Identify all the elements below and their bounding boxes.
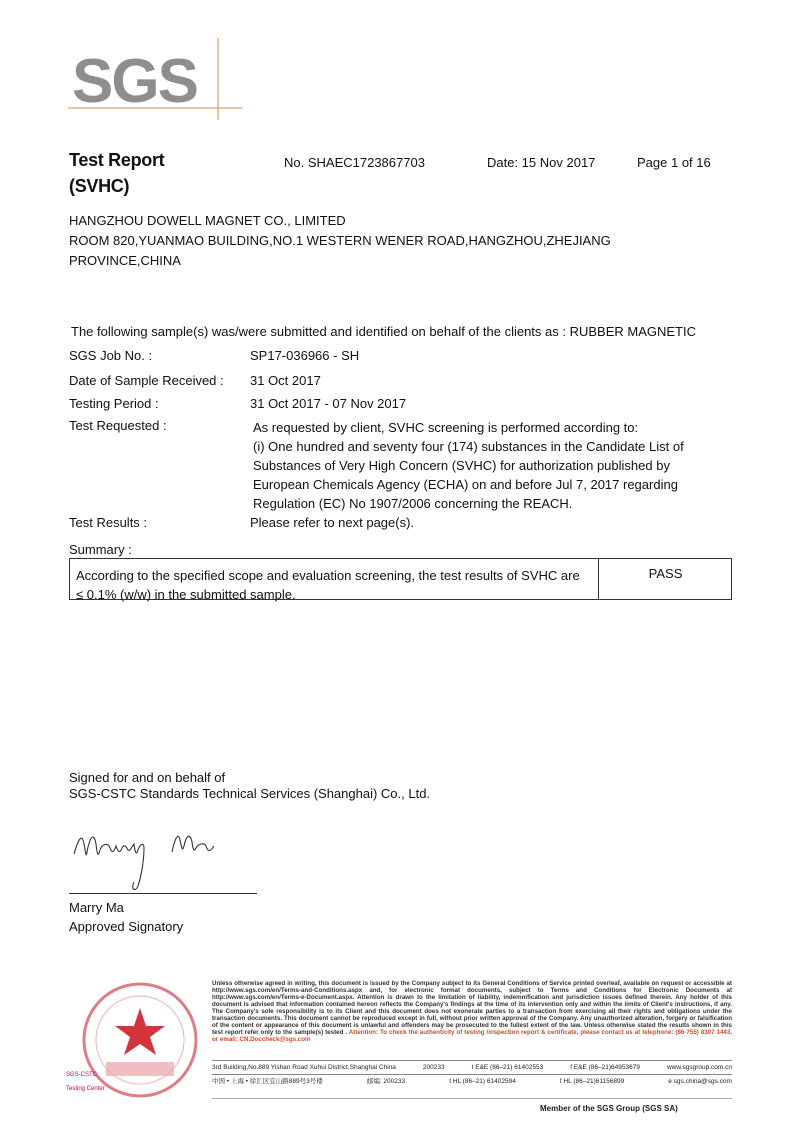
contact-row-en: 3rd Building,No.889 Yishan Road Xuhui District,Shanghai China 200233 t E&E (86–21) 61402553 f E&E (86–21)64953679 www.sgsgroup.com.cn bbox=[212, 1060, 732, 1074]
handwritten-signature bbox=[72, 822, 222, 892]
requested-label: Test Requested : bbox=[69, 418, 167, 433]
job-no-label: SGS Job No. : bbox=[69, 348, 153, 363]
summary-text bbox=[76, 566, 588, 604]
signature-line bbox=[69, 893, 257, 894]
client-address-line1: ROOM 820,YUANMAO BUILDING,NO.1 WESTERN WENER ROAD,HANGZHOU,ZHEJIANG bbox=[69, 233, 611, 248]
requested-line: Regulation (EC) No 1907/2006 concerning the REACH. bbox=[253, 496, 573, 511]
received-value: 31 Oct 2017 bbox=[250, 373, 321, 388]
report-number: No. SHAEC1723867703 bbox=[284, 155, 425, 170]
summary-label: Summary : bbox=[69, 542, 132, 557]
contact-row-cn: 中国 • 上海 • 徐汇区宜山路889号3号楼 邮编: 200233 t HL (86–21) 61402594 f HL (86–21)61156899 e sgs.china@sgs.com bbox=[212, 1074, 732, 1088]
summary-text-line: ≤ 0.1% (w/w) in the submitted sample. bbox=[76, 587, 296, 602]
requested-line: As requested by client, SVHC screening is performed according to: bbox=[253, 420, 639, 435]
signed-on-behalf: Signed for and on behalf of bbox=[69, 770, 226, 785]
requested-text bbox=[253, 418, 703, 513]
footer-disclaimer: Unless otherwise agreed in writing, this document is issued by the Company subject to its General Conditions of Service printed overleaf, available on request or accessible at http://www.sgs.com/en/Terms-and-Conditions.aspx and, for electronic format documents, subject to Terms and Conditions for Electronic Documents at http://www.sgs.com/en/Terms-e-Document.aspx. Attention is drawn to the limitation of liability, indemnification and jurisdiction issues defined therein. Any holder of this document is advised that information contained hereon reflects the Company's findings at the time of its intervention only and within the limits of Client's instructions, if any. The Company's sole responsibility is to its Client and this document does not exonerate parties to a transaction from exercising all their rights and obligations under the transaction documents. This document cannot be reproduced except in full, without prior written approval of the Company. Any unauthorized alteration, forgery or falsification of the content or appearance of this document is unlawful and offenders may be prosecuted to the fullest extent of the law. Unless otherwise stated the results shown in this test report refer only to the sample(s) tested . Attention: To check the authenticity of testing /inspection report & certificate, please contact us at telephone: (86-755) 8307 1443, or email: CN.Doccheck@sgs.com bbox=[212, 980, 732, 1043]
signed-company: SGS-CSTC Standards Technical Services (Shanghai) Co., Ltd. bbox=[69, 786, 431, 801]
summary-text-line: According to the specified scope and evaluation screening, the test results of SVHC are bbox=[76, 568, 580, 583]
summary-table bbox=[69, 558, 732, 600]
report-date: Date: 15 Nov 2017 bbox=[487, 155, 596, 170]
signatory-name: Marry Ma bbox=[69, 900, 124, 915]
received-label: Date of Sample Received : bbox=[69, 373, 224, 388]
results-label: Test Results : bbox=[69, 515, 148, 530]
footer-attention: Attention: To check the authenticity of testing /inspection report & certificate, please contact us at telephone: (86-755) 8307 1443, or email: CN.Doccheck@sgs.com bbox=[212, 1029, 732, 1043]
period-label: Testing Period : bbox=[69, 396, 159, 411]
member-of-sgs: Member of the SGS Group (SGS SA) bbox=[540, 1104, 678, 1113]
footer-contact bbox=[212, 1060, 732, 1088]
requested-line: Substances of Very High Concern (SVHC) for authorization published by bbox=[253, 458, 670, 473]
signatory-role: Approved Signatory bbox=[69, 919, 184, 934]
requested-line: European Chemicals Agency (ECHA) on and before Jul 7, 2017 regarding bbox=[253, 477, 678, 492]
svg-text:SGS: SGS bbox=[72, 47, 197, 116]
intro-statement: The following sample(s) was/were submitted and identified on behalf of the clients as : RUBBER MAGNETIC bbox=[71, 324, 696, 339]
footer-divider bbox=[212, 1098, 732, 1099]
period-value: 31 Oct 2017 - 07 Nov 2017 bbox=[250, 396, 407, 411]
seal-side-text: SGS-CSTC Testing Center bbox=[66, 1072, 105, 1092]
client-name: HANGZHOU DOWELL MAGNET CO., LIMITED bbox=[69, 213, 346, 228]
results-value: Please refer to next page(s). bbox=[250, 515, 415, 530]
page-number: Page 1 of 16 bbox=[637, 155, 711, 170]
job-no-value: SP17-036966 - SH bbox=[250, 348, 360, 363]
summary-result: PASS bbox=[648, 566, 683, 581]
report-title: Test Report bbox=[69, 150, 165, 170]
report-subtitle: (SVHC) bbox=[69, 176, 130, 196]
requested-line: (i) One hundred and seventy four (174) substances in the Candidate List of bbox=[253, 439, 684, 454]
client-address-line2: PROVINCE,CHINA bbox=[69, 253, 181, 268]
sgs-logo bbox=[68, 38, 242, 120]
